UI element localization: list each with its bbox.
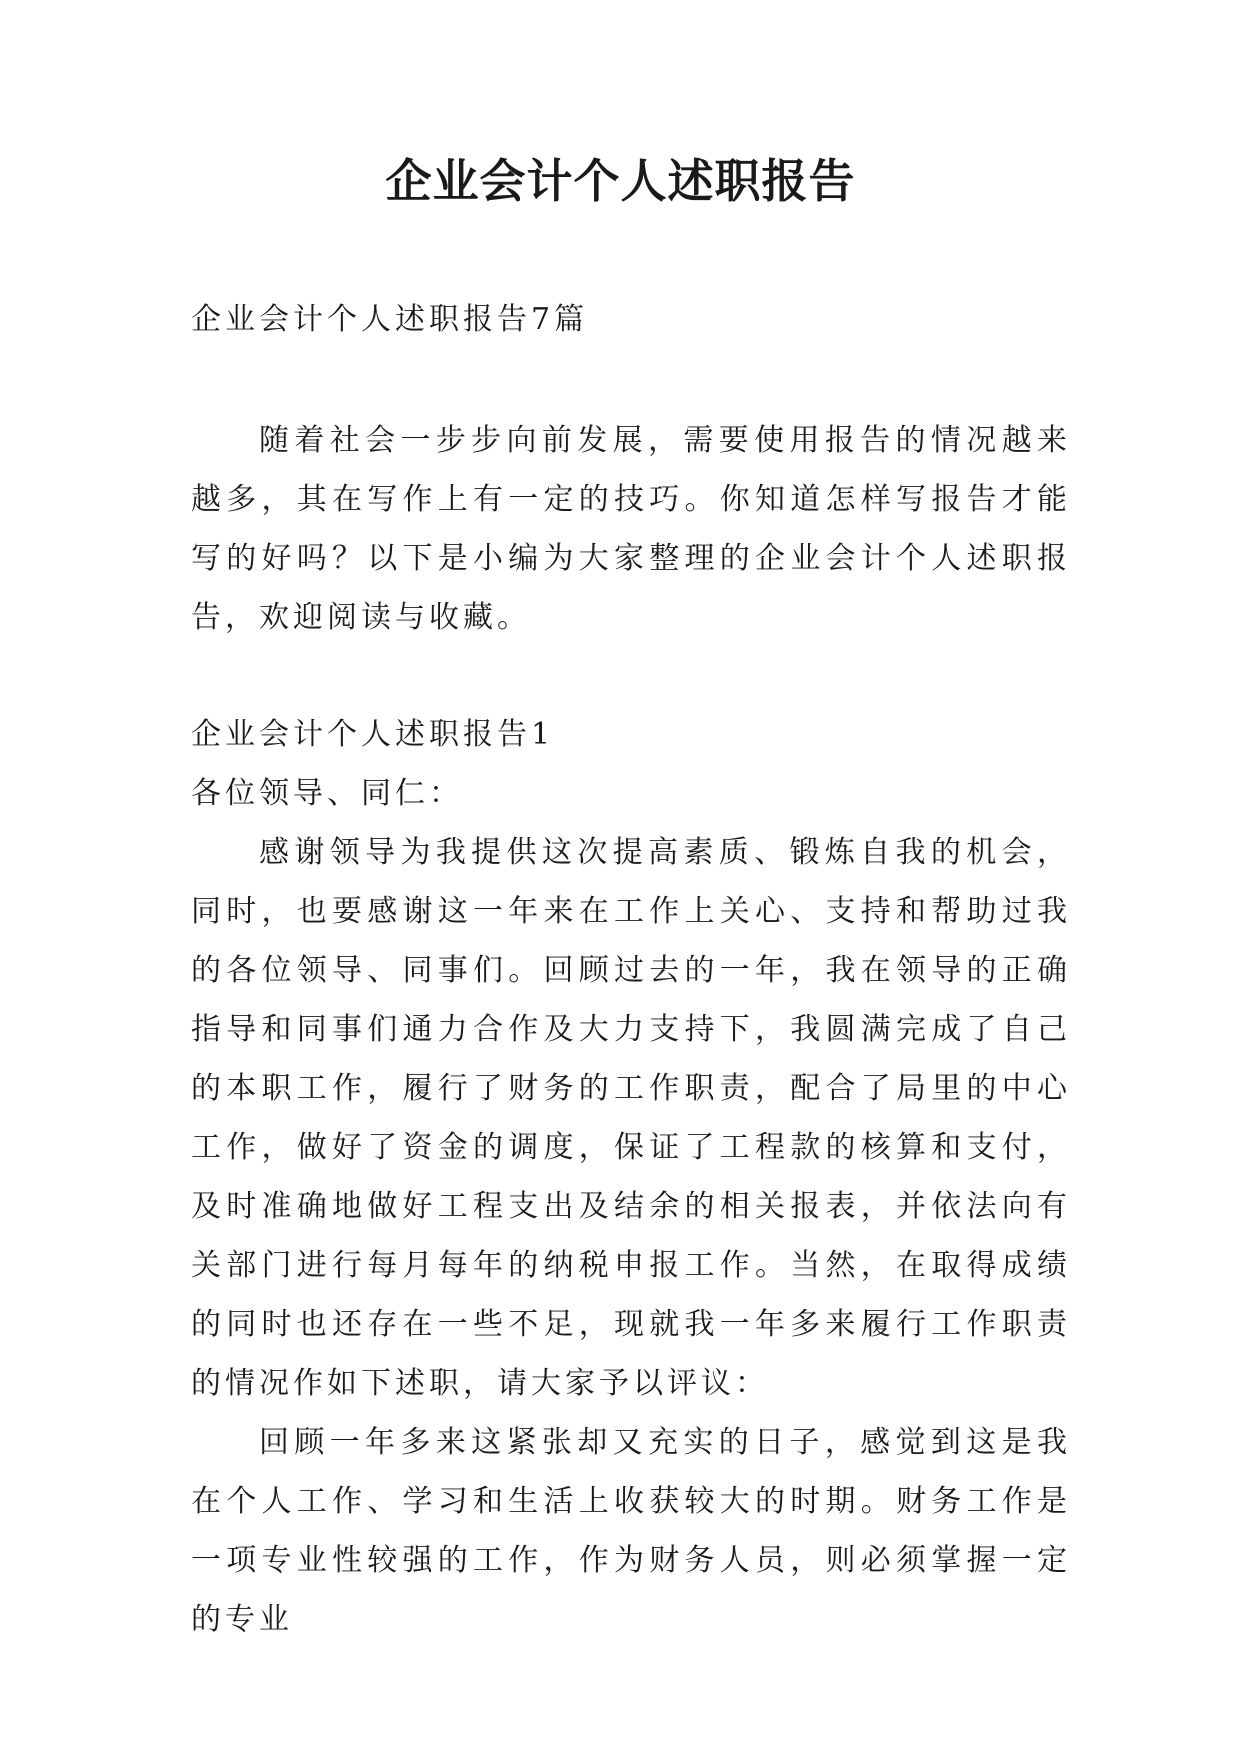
- document-body: [191, 290, 1071, 1649]
- document-subtitle: 企业会计个人述职报告7篇: [191, 302, 589, 337]
- section-heading: 企业会计个人述职报告1: [191, 717, 555, 752]
- document-title: 企业会计个人述职报告: [385, 154, 856, 208]
- salutation: 各位领导、同仁：: [191, 776, 463, 811]
- body-paragraph-2: 回顾一年多来这紧张却又充实的日子，感觉到这是我在个人工作、学习和生活上收获较大的时期。财务工作是一项专业性较强的工作，作为财务人员，则必须掌握一定的专业: [191, 1425, 1071, 1637]
- intro-paragraph: 随着社会一步步向前发展，需要使用报告的情况越来越多，其在写作上有一定的技巧。你知道怎样写报告才能写的好吗？以下是小编为大家整理的企业会计个人述职报告，欢迎阅读与收藏。: [191, 423, 1071, 635]
- body-paragraph-1: 感谢领导为我提供这次提高素质、锻炼自我的机会，同时，也要感谢这一年来在工作上关心、支持和帮助过我的各位领导、同事们。回顾过去的一年，我在领导的正确指导和同事们通力合作及大力支持下，我圆满完成了自己的本职工作，履行了财务的工作职责，配合了局里的中心工作，做好了资金的调度，保证了工程款的核算和支付，及时准确地做好工程支出及结余的相关报表，并依法向有关部门进行每月每年的纳税申报工作。当然，在取得成绩的同时也还存在一些不足，现就我一年多来履行工作职责的情况作如下述职，请大家予以评议：: [191, 835, 1071, 1401]
